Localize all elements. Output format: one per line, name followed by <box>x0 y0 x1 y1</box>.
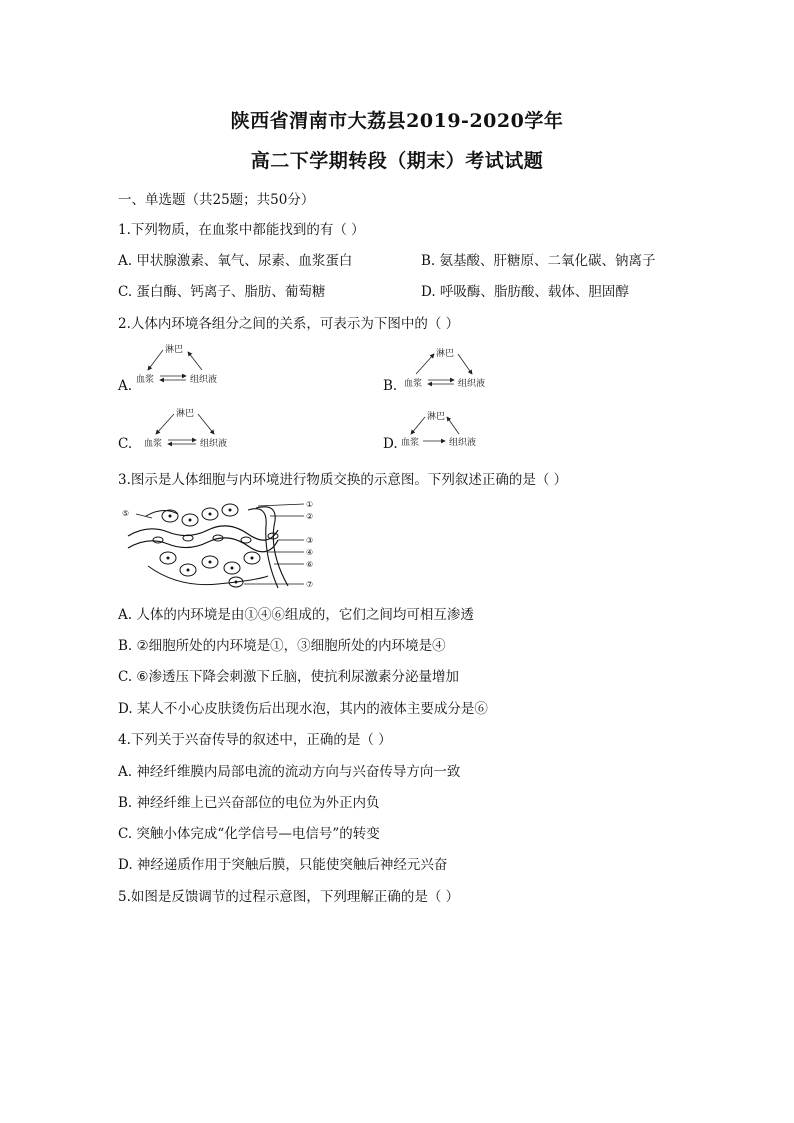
question-4-option-c: C. 突触小体完成“化学信号—电信号”的转变 <box>118 826 380 842</box>
figure-label-4: ④ <box>306 548 314 557</box>
figure-label-7: ⑦ <box>306 580 314 589</box>
plasma-label: 血浆 <box>401 438 420 448</box>
question-3-option-a: A. 人体的内环境是由①④⑥组成的，它们之间均可相互渗透 <box>118 607 474 623</box>
question-2-stem: 2.人体内环境各组分之间的关系，可表示为下图中的（ ） <box>118 316 460 332</box>
lymph-label: 淋巴 <box>176 409 195 419</box>
question-4-option-a: A. 神经纤维膜内局部电流的流动方向与兴奋传导方向一致 <box>118 764 461 780</box>
exam-title-line1: 陕西省渭南市大荔县2019-2020学年 <box>230 110 564 132</box>
question-3-option-b: B. ②细胞所处的内环境是①，③细胞所处的内环境是④ <box>118 638 446 654</box>
tissue-fluid-label: 组织液 <box>458 379 486 389</box>
question-1-option-d: D. 呼吸酶、脂肪酸、载体、胆固醇 <box>421 284 629 300</box>
figure-label-1: ① <box>306 500 314 509</box>
section-heading: 一、单选题（共25题；共50分） <box>118 192 315 208</box>
lymph-label: 淋巴 <box>436 349 455 359</box>
question-4-option-d: D. 神经递质作用于突触后膜，只能使突触后神经元兴奋 <box>118 857 448 873</box>
figure-label-3: ③ <box>306 536 314 545</box>
plasma-label: 血浆 <box>404 379 423 389</box>
exam-title-line2: 高二下学期转段（期末）考试试题 <box>250 150 544 172</box>
tissue-fluid-label: 组织液 <box>200 439 228 449</box>
question-2-diagram-c <box>138 404 248 454</box>
question-2-option-b-letter: B. <box>383 378 398 394</box>
figure-label-2: ② <box>306 512 314 521</box>
figure-label-5: ⑤ <box>122 509 130 518</box>
lymph-label: 淋巴 <box>165 345 184 355</box>
tissue-fluid-label: 组织液 <box>449 438 477 448</box>
question-3-stem: 3.图示是人体细胞与内环境进行物质交换的示意图。下列叙述正确的是（ ） <box>118 472 568 488</box>
lymph-label: 淋巴 <box>427 412 446 422</box>
plasma-label: 血浆 <box>136 375 155 385</box>
question-1-stem: 1.下列物质，在血浆中都能找到的有（ ） <box>118 222 365 238</box>
question-2-diagram-a <box>130 340 240 390</box>
figure-label-6: ⑥ <box>306 560 314 569</box>
question-1-option-b: B. 氨基酸、肝糖原、二氧化碳、钠离子 <box>421 253 656 269</box>
question-2-option-c-letter: C. <box>118 436 133 452</box>
question-4-option-b: B. 神经纤维上已兴奋部位的电位为外正内负 <box>118 795 380 811</box>
plasma-label: 血浆 <box>144 439 163 449</box>
question-1-option-a: A. 甲状腺激素、氧气、尿素、血浆蛋白 <box>118 253 353 269</box>
tissue-fluid-label: 组织液 <box>190 375 218 385</box>
question-3-cell-exchange-figure <box>118 496 328 596</box>
question-3-option-c: C. ⑥渗透压下降会刺激下丘脑，使抗利尿激素分泌量增加 <box>118 669 460 685</box>
question-2-option-a-letter: A. <box>118 378 133 394</box>
question-5-stem: 5.如图是反馈调节的过程示意图，下列理解正确的是（ ） <box>118 889 460 905</box>
question-3-option-d: D. 某人不小心皮肤烫伤后出现水泡，其内的液体主要成分是⑥ <box>118 701 488 717</box>
question-2-option-d-letter: D. <box>383 436 398 452</box>
question-1-option-c: C. 蛋白酶、钙离子、脂肪、葡萄糖 <box>118 284 326 300</box>
question-4-stem: 4.下列关于兴奋传导的叙述中，正确的是（ ） <box>118 732 392 748</box>
question-2-diagram-d <box>397 407 507 452</box>
question-2-diagram-b <box>398 344 508 394</box>
